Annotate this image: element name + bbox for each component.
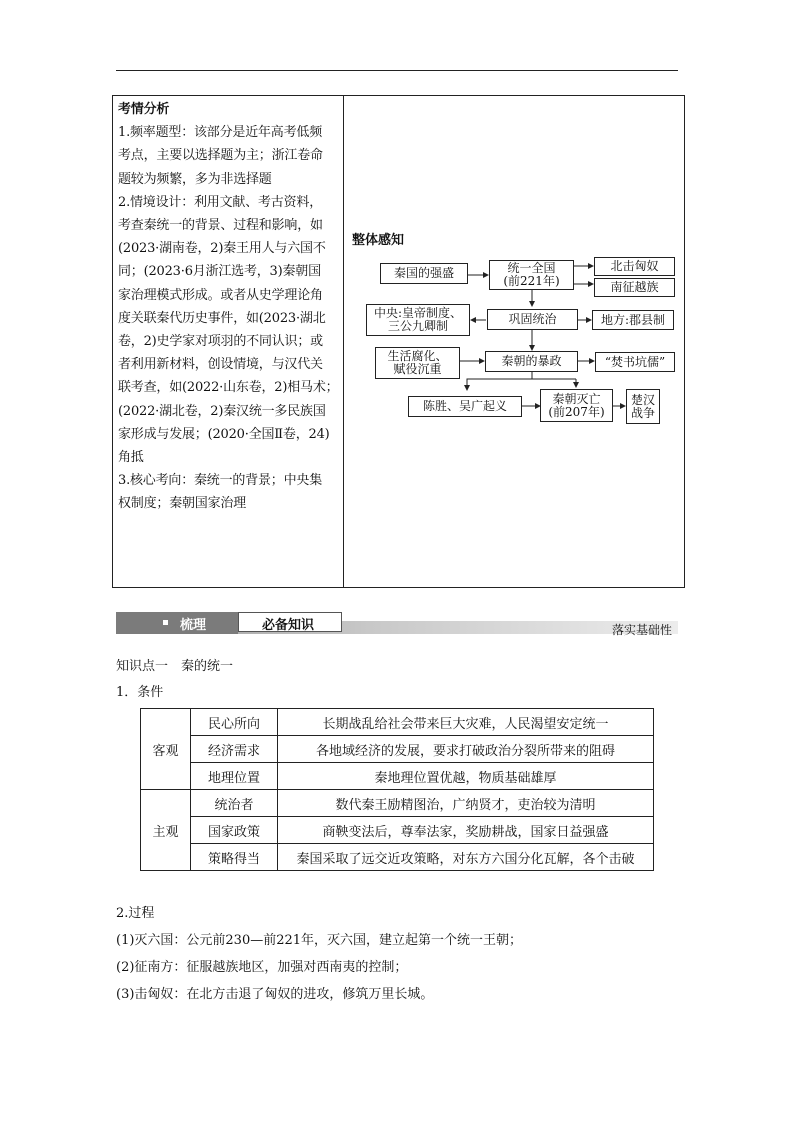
factor-cell: 经济需求 — [191, 736, 278, 763]
node-uprising: 陈胜、吴广起义 — [408, 396, 522, 417]
analysis-line: 1.频率题型：该部分是近年高考低频 — [118, 125, 323, 141]
desc-cell: 各地域经济的发展，要求打破政治分裂所带来的阻碍 — [278, 736, 654, 763]
node-consolidate: 巩固统治 — [487, 309, 578, 330]
node-local: 地方:郡县制 — [592, 310, 674, 330]
analysis-line: (2022·湖北卷，2)秦汉统一多民族国 — [118, 403, 326, 419]
banner-bullet-icon — [163, 620, 168, 625]
overview-column — [344, 96, 686, 587]
overview-title: 整体感知 — [352, 233, 405, 248]
analysis-line: 者利用新材料，创设情境，与汉代关 — [118, 357, 323, 373]
factor-cell: 民心所向 — [191, 709, 278, 736]
factor-cell: 策略得当 — [191, 844, 278, 871]
process-line: (3)击匈奴：在北方击退了匈奴的进攻，修筑万里长城。 — [116, 987, 434, 1002]
analysis-line: 度关联秦代历史事件，如(2023·湖北 — [118, 310, 326, 326]
analysis-line: (2023·湖南卷，2)秦王用人与六国不 — [118, 241, 326, 257]
banner-label-knowledge: 必备知识 — [262, 618, 315, 633]
flow-arrows — [344, 96, 686, 589]
banner-right-label: 落实基础性 — [611, 623, 672, 637]
exam-analysis-column — [118, 98, 341, 516]
factor-cell: 统治者 — [191, 790, 278, 817]
table-row — [141, 790, 654, 817]
banner-dark-block — [116, 612, 238, 634]
banner-label-sort: 梳理 — [180, 618, 207, 633]
node-fall: 秦朝灭亡 (前207年) — [540, 389, 613, 422]
analysis-line: 2.情境设计：利用文献、考古资料， — [118, 194, 323, 210]
process-line: (2)征南方：征服越族地区，加强对西南夷的控制； — [116, 960, 408, 975]
desc-cell: 商鞅变法后，尊奉法家，奖励耕战，国家日益强盛 — [278, 817, 654, 844]
exam-analysis-table — [112, 95, 685, 588]
table-row — [141, 736, 654, 763]
node-corrupt: 生活腐化、 赋役沉重 — [375, 347, 460, 379]
analysis-line: 考查秦统一的背景、过程和影响，如 — [118, 218, 323, 234]
analysis-line: 3.核心考向：秦统一的背景；中央集 — [118, 473, 323, 489]
node-qin-strong: 秦国的强盛 — [380, 263, 468, 284]
table-row — [141, 817, 654, 844]
node-unify: 统一全国 (前221年) — [489, 260, 574, 290]
knowledge-point-title: 知识点一 秦的统一 — [116, 659, 234, 674]
group-cell: 主观 — [141, 790, 191, 871]
desc-cell: 秦地理位置优越，物质基础雄厚 — [278, 763, 654, 790]
analysis-line: 考点，主要以选择题为主；浙江卷命 — [118, 148, 323, 164]
group-cell: 客观 — [141, 709, 191, 790]
analysis-line: 角抵 — [118, 450, 144, 466]
node-chuhan: 楚汉 战争 — [626, 389, 660, 424]
analysis-line: 同；(2023·6月浙江选考，3)秦朝国 — [118, 264, 321, 280]
analysis-line: 家形成与发展；(2020·全国Ⅱ卷，24) — [118, 426, 330, 442]
table-row — [141, 763, 654, 790]
table-row — [141, 844, 654, 871]
table-row — [141, 709, 654, 736]
node-south: 南征越族 — [594, 278, 675, 297]
analysis-line: 卷，2)史学家对项羽的不同认识；或 — [118, 334, 323, 350]
factor-cell: 地理位置 — [191, 763, 278, 790]
desc-cell: 长期战乱给社会带来巨大灾难，人民渴望安定统一 — [278, 709, 654, 736]
conditions-heading: 1．条件 — [116, 685, 164, 700]
node-tyranny: 秦朝的暴政 — [485, 351, 578, 372]
desc-cell: 数代秦王励精图治，广纳贤才，吏治较为清明 — [278, 790, 654, 817]
analysis-line: 题较为频繁，多为非选择题 — [118, 171, 272, 187]
analysis-line: 联考查，如(2022·山东卷，2)相马术； — [118, 380, 339, 396]
analysis-line: 权制度；秦朝国家治理 — [118, 496, 247, 512]
node-central: 中央:皇帝制度、 三公九卿制 — [366, 304, 470, 336]
node-burn: “焚书坑儒” — [595, 352, 675, 372]
analysis-heading: 考情分析 — [118, 102, 170, 117]
header-rule — [116, 70, 678, 71]
node-north: 北击匈奴 — [594, 257, 675, 276]
conditions-table — [140, 708, 654, 871]
factor-cell: 国家政策 — [191, 817, 278, 844]
section-banner — [116, 612, 678, 637]
process-line: (1)灭六国：公元前230—前221年，灭六国，建立起第一个统一王朝； — [116, 933, 523, 948]
desc-cell: 秦国采取了远交近攻策略，对东方六国分化瓦解，各个击破 — [278, 844, 654, 871]
analysis-line: 家治理模式形成。或者从史学理论角 — [118, 287, 323, 303]
process-heading: 2.过程 — [116, 906, 155, 921]
